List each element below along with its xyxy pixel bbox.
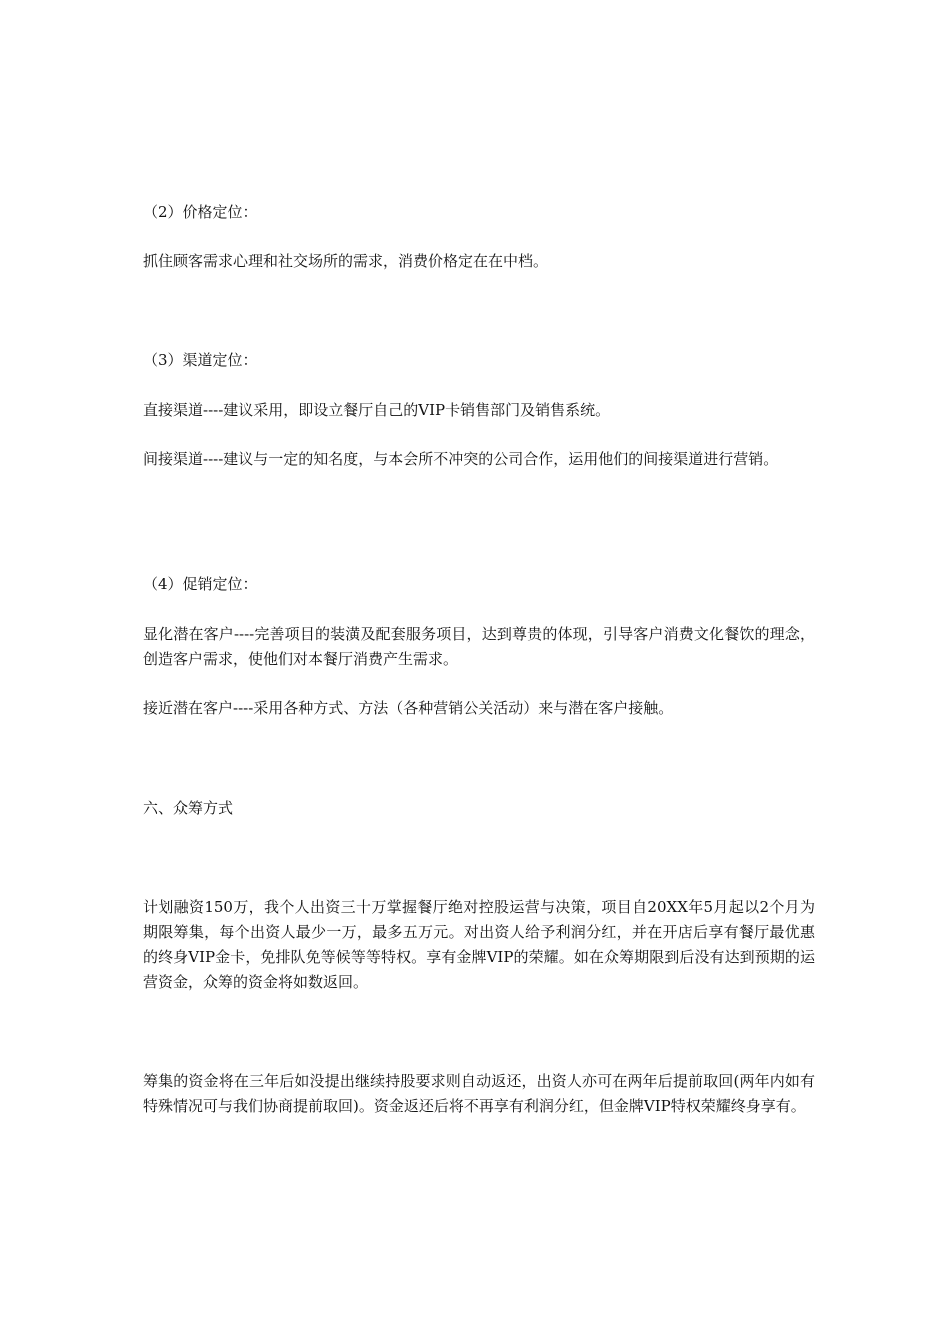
channel-heading: （3）渠道定位：	[143, 351, 258, 369]
promotion-heading: （4）促销定位：	[143, 575, 258, 593]
price-body: 抓住顾客需求心理和社交场所的需求，消费价格定在在中档。	[143, 252, 549, 270]
price-heading: （2）价格定位：	[143, 203, 258, 221]
channel-indirect: 间接渠道----建议与一定的知名度，与本会所不冲突的公司合作，运用他们的间接渠道进行营销。	[143, 450, 779, 468]
promotion-item-2: 接近潜在客户----采用各种方式、方法（各种营销公关活动）来与潜在客户接触。	[143, 699, 674, 717]
crowdfunding-heading: 六、众筹方式	[143, 799, 234, 817]
channel-direct: 直接渠道----建议采用，即设立餐厅自己的VIP卡销售部门及销售系统。	[143, 401, 611, 419]
crowdfunding-paragraph-1: 计划融资150万，我个人出资三十万掌握餐厅绝对控股运营与决策，项目自20XX年5月起以2个月为期限筹集，每个出资人最少一万，最多五万元。对出资人给予利润分红，并在开店后享有餐厅最优惠的终身VIP金卡，免排队免等候等等特权。享有金牌VIP的荣耀。如在众筹期限到后没有达到预期的运营资金，众筹的资金将如数返回。	[143, 898, 815, 991]
promotion-item-1: 显化潜在客户----完善项目的装潢及配套服务项目，达到尊贵的体现，引导客户消费文化餐饮的理念，创造客户需求，使他们对本餐厅消费产生需求。	[143, 625, 815, 668]
crowdfunding-paragraph-2: 筹集的资金将在三年后如没提出继续持股要求则自动返还，出资人亦可在两年后提前取回(两年内如有特殊情况可与我们协商提前取回)。资金返还后将不再享有利润分红，但金牌VIP特权荣耀终身享有。	[143, 1072, 815, 1115]
